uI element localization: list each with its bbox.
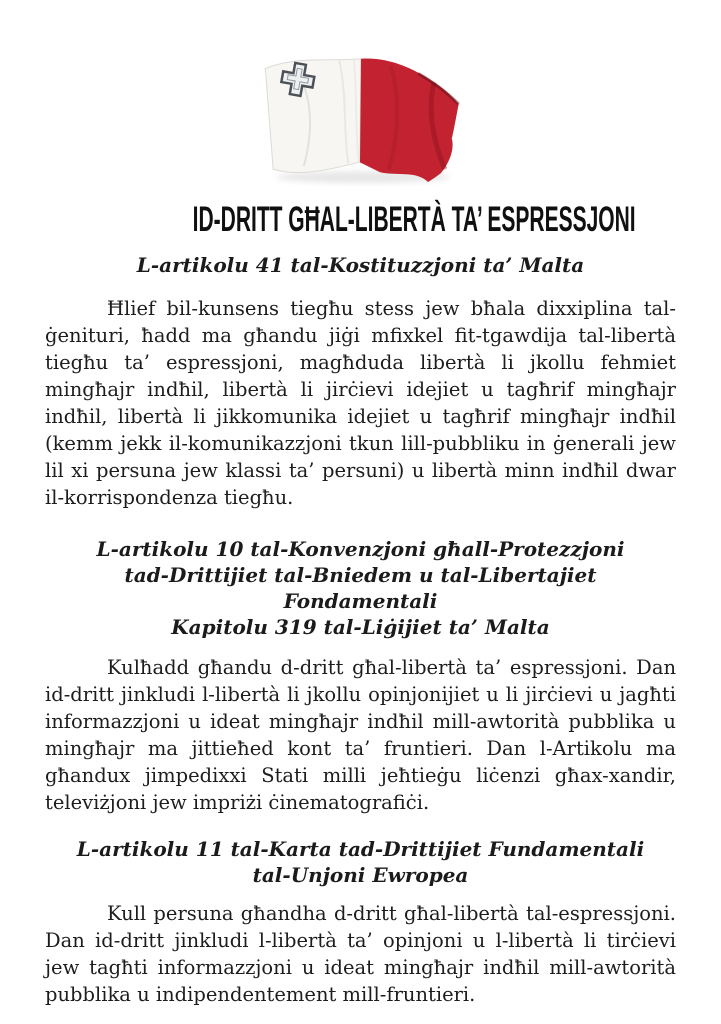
section-eu-charter-art11 (45, 836, 676, 1008)
section-heading (45, 836, 676, 888)
section-heading-line: L-artikolu 11 tal-Karta tad-Drittijiet Fundamentali (76, 837, 645, 862)
section-heading-line: Kapitolu 319 tal-Liġijiet ta’ Malta (171, 615, 550, 640)
section-convention-art10 (45, 536, 676, 816)
section-body-text: Kulħadd għandu d-dritt għal-libertà ta’ espressjoni. Dan id-dritt jinkludi l-libertà li jkollu opinjonijiet u li jirċievi u jagħti informazzjoni u ideat mingħajr indħil mill-awtorità pubblika u mingħajr ma jittieħed kont ta’ fruntieri. Dan l-Artikolu ma għandux jimpedixxi Stati milli jeħtieġu liċenzi għax-xandir, televiżjoni jew impriżi ċinematografiċi. (45, 656, 676, 815)
page-title-text: ID-DRITT GĦAL-LIBERTÀ TA’ ESPRESSJONI (192, 200, 636, 239)
malta-flag-image (45, 38, 676, 186)
section-heading (45, 252, 676, 278)
section-body-text: Kull persuna għandha d-dritt għal-libertà tal-espressjoni. Dan id-dritt jinkludi l-libertà ta’ opinjoni u l-libertà li tirċievi jew tagħti informazzjoni u ideat mingħajr indħil mill-awtorità pubblika u indipendentement mill-fruntieri. (45, 902, 676, 1007)
page-title (45, 200, 676, 239)
section-heading-line: tad-Drittijiet tal-Bniedem u tal-Libertajiet Fondamentali (124, 563, 597, 614)
section-heading-line: L-artikolu 10 tal-Konvenzjoni għall-Protezzjoni (96, 537, 625, 562)
section-constitution-art41 (45, 252, 676, 511)
malta-flag-icon (252, 38, 470, 186)
section-heading-line: tal-Unjoni Ewropea (252, 863, 469, 888)
section-heading (45, 536, 676, 640)
section-heading-line: L-artikolu 41 tal-Kostituzzjoni ta’ Malta (136, 253, 585, 278)
section-body-text: Ħlief bil-kunsens tiegħu stess jew bħala dixxiplina tal-ġenituri, ħadd ma għandu jiġi mfixkel fit-tgawdija tal-libertà tiegħu ta’ espressjoni, magħduda libertà li jkollu fehmiet mingħajr indħil, libertà li jirċievi idejiet u tagħrif mingħajr indħil, libertà li jikkomunika idejiet u tagħrif mingħajr indħil (kemm jekk il-komunikazzjoni tkun lill-pubbliku in ġenerali jew lil xi persuna jew klassi ta’ persuni) u libertà minn indħil dwar il-korrispondenza tiegħu. (45, 297, 676, 510)
